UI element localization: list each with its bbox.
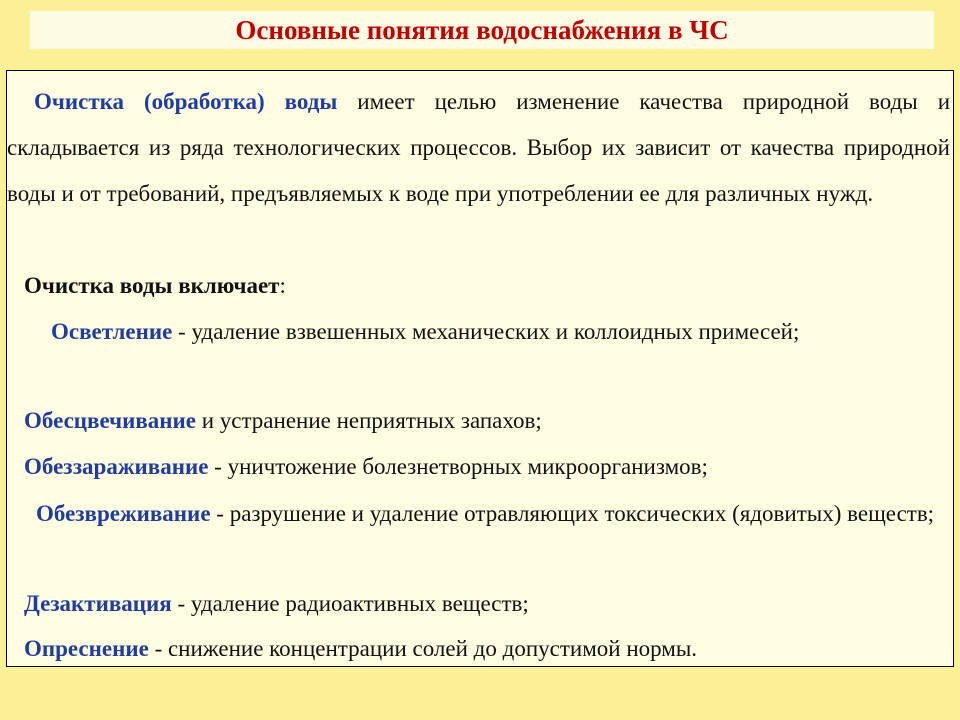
includes-heading xyxy=(7,263,950,309)
item-term: Дезактивация xyxy=(24,591,172,616)
item-term: Обеззараживание xyxy=(24,454,209,479)
includes-suffix: : xyxy=(279,273,286,298)
content-box xyxy=(6,70,954,667)
list-item-detoxification xyxy=(7,491,950,537)
item-term: Опреснение xyxy=(24,636,149,661)
list-item-clarification xyxy=(7,309,950,355)
list-item-decolorization xyxy=(7,398,950,444)
intro-paragraph xyxy=(7,79,950,217)
item-text: - удаление взвешенных механических и коллоидных примесей; xyxy=(172,319,800,344)
item-text: - уничтожение болезнетворных микроорганизмов; xyxy=(208,454,708,479)
title-bar xyxy=(30,11,934,49)
item-text: и устранение неприятных запахов; xyxy=(195,408,542,433)
item-term: Обесцвечивание xyxy=(24,408,196,433)
intro-term: Очистка (обработка) воды xyxy=(34,89,338,114)
intro-text: имеет целью изменение качества природной воды и складывается из ряда технологических процессов. Выбор их зависит от качества природной воды и от требований, предъявляемых к воде при употреблении ее для различных нужд. xyxy=(7,89,951,206)
item-term: Осветление xyxy=(51,319,173,344)
item-text: - снижение концентрации солей до допустимой нормы. xyxy=(148,636,698,661)
item-text: - удаление радиоактивных веществ; xyxy=(171,591,529,616)
item-text: - разрушение и удаление отравляющих токсических (ядовитых) веществ; xyxy=(210,501,935,526)
includes-label: Очистка воды включает xyxy=(24,273,280,298)
page-title: Основные понятия водоснабжения в ЧС xyxy=(235,14,729,45)
list-item-desalination xyxy=(7,626,950,672)
list-item-decontamination xyxy=(7,581,950,627)
list-item-disinfection xyxy=(7,444,950,490)
item-term: Обезвреживание xyxy=(36,501,211,526)
